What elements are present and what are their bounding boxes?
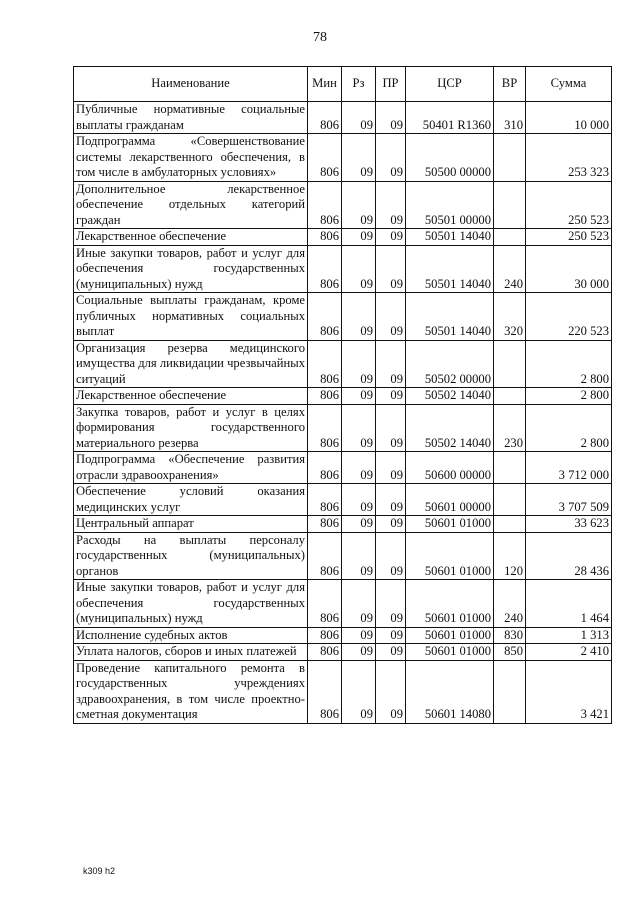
cell-csr: 50501 14040 [406,229,494,246]
cell-name: Уплата налогов, сборов и иных платежей [74,644,308,661]
cell-pr: 09 [376,245,406,293]
cell-name: Иные закупки товаров, работ и услуг для обеспечения государственных (муниципальных) нужд [74,580,308,628]
cell-vr: 240 [494,580,526,628]
table-header-row [74,67,612,102]
cell-vr: 120 [494,532,526,580]
table-row [74,532,612,580]
cell-rz: 09 [342,404,376,452]
cell-csr: 50501 00000 [406,181,494,229]
page-number: 78 [313,30,327,45]
cell-name: Обеспечение условий оказания медицинских услуг [74,484,308,516]
cell-rz: 09 [342,580,376,628]
cell-csr: 50601 01000 [406,644,494,661]
cell-csr: 50502 14040 [406,388,494,405]
cell-vr: 830 [494,627,526,644]
cell-name: Социальные выплаты гражданам, кроме публичных нормативных социальных выплат [74,293,308,341]
cell-sum: 250 523 [526,229,612,246]
cell-csr: 50601 00000 [406,484,494,516]
cell-rz: 09 [342,181,376,229]
cell-vr: 230 [494,404,526,452]
cell-vr [494,134,526,182]
cell-vr [494,484,526,516]
cell-pr: 09 [376,102,406,134]
cell-name: Исполнение судебных актов [74,627,308,644]
cell-vr [494,181,526,229]
cell-csr: 50601 01000 [406,516,494,533]
cell-pr: 09 [376,181,406,229]
cell-pr: 09 [376,229,406,246]
table-row [74,102,612,134]
cell-vr [494,388,526,405]
table-row [74,340,612,388]
cell-rz: 09 [342,627,376,644]
cell-pr: 09 [376,660,406,723]
cell-sum: 2 410 [526,644,612,661]
table-row [74,245,612,293]
cell-name: Иные закупки товаров, работ и услуг для обеспечения государственных (муниципальных) нужд [74,245,308,293]
cell-rz: 09 [342,340,376,388]
cell-csr: 50501 14040 [406,245,494,293]
cell-name: Центральный аппарат [74,516,308,533]
cell-vr: 320 [494,293,526,341]
col-header-rz: Рз [342,67,376,102]
cell-vr [494,516,526,533]
cell-csr: 50500 00000 [406,134,494,182]
cell-min: 806 [308,580,342,628]
cell-min: 806 [308,388,342,405]
cell-csr: 50601 01000 [406,532,494,580]
cell-min: 806 [308,404,342,452]
cell-sum: 253 323 [526,134,612,182]
table-row [74,660,612,723]
cell-rz: 09 [342,134,376,182]
cell-min: 806 [308,660,342,723]
cell-sum: 2 800 [526,404,612,452]
cell-csr: 50502 14040 [406,404,494,452]
cell-rz: 09 [342,388,376,405]
cell-pr: 09 [376,627,406,644]
table-row [74,404,612,452]
col-header-pr: ПР [376,67,406,102]
cell-sum: 33 623 [526,516,612,533]
cell-sum: 220 523 [526,293,612,341]
cell-pr: 09 [376,580,406,628]
table-row [74,134,612,182]
cell-name: Расходы на выплаты персоналу государственных (муниципальных) органов [74,532,308,580]
cell-rz: 09 [342,484,376,516]
cell-csr: 50601 01000 [406,627,494,644]
cell-pr: 09 [376,404,406,452]
cell-min: 806 [308,293,342,341]
cell-name: Закупка товаров, работ и услуг в целях формирования государственного материального резерва [74,404,308,452]
cell-min: 806 [308,134,342,182]
cell-name: Дополнительное лекарственное обеспечение отдельных категорий граждан [74,181,308,229]
col-header-csr: ЦСР [406,67,494,102]
cell-sum: 3 421 [526,660,612,723]
cell-pr: 09 [376,532,406,580]
cell-min: 806 [308,452,342,484]
cell-sum: 30 000 [526,245,612,293]
cell-sum: 10 000 [526,102,612,134]
budget-table [73,66,612,724]
cell-rz: 09 [342,644,376,661]
cell-pr: 09 [376,516,406,533]
cell-pr: 09 [376,484,406,516]
table-row [74,627,612,644]
cell-sum: 250 523 [526,181,612,229]
cell-csr: 50502 00000 [406,340,494,388]
cell-vr [494,229,526,246]
cell-sum: 28 436 [526,532,612,580]
cell-sum: 3 707 509 [526,484,612,516]
cell-vr [494,340,526,388]
cell-sum: 2 800 [526,388,612,405]
cell-min: 806 [308,340,342,388]
cell-sum: 2 800 [526,340,612,388]
table-row [74,181,612,229]
table-row [74,580,612,628]
cell-min: 806 [308,532,342,580]
table-row [74,452,612,484]
cell-sum: 1 464 [526,580,612,628]
col-header-sum: Сумма [526,67,612,102]
cell-sum: 1 313 [526,627,612,644]
cell-name: Лекарственное обеспечение [74,388,308,405]
cell-pr: 09 [376,134,406,182]
col-header-vr: ВР [494,67,526,102]
cell-vr: 850 [494,644,526,661]
table-row [74,388,612,405]
cell-min: 806 [308,102,342,134]
cell-min: 806 [308,516,342,533]
cell-csr: 50601 01000 [406,580,494,628]
cell-pr: 09 [376,293,406,341]
cell-name: Подпрограмма «Совершенствование системы лекарственного обеспечения, в том числе в амбулаторных условиях» [74,134,308,182]
cell-vr: 240 [494,245,526,293]
cell-vr [494,660,526,723]
cell-min: 806 [308,644,342,661]
cell-csr: 50601 14080 [406,660,494,723]
col-header-min: Мин [308,67,342,102]
cell-csr: 50401 R1360 [406,102,494,134]
document-code: k309 h2 [83,866,116,876]
cell-rz: 09 [342,102,376,134]
cell-name: Проведение капитального ремонта в государственных учреждениях здравоохранения, в том числе проектно-сметная документация [74,660,308,723]
cell-rz: 09 [342,532,376,580]
cell-min: 806 [308,229,342,246]
table-row [74,229,612,246]
cell-pr: 09 [376,388,406,405]
col-header-name: Наименование [74,67,308,102]
cell-rz: 09 [342,660,376,723]
cell-rz: 09 [342,293,376,341]
cell-min: 806 [308,627,342,644]
cell-min: 806 [308,245,342,293]
cell-name: Публичные нормативные социальные выплаты гражданам [74,102,308,134]
cell-sum: 3 712 000 [526,452,612,484]
cell-csr: 50600 00000 [406,452,494,484]
table-row [74,293,612,341]
cell-pr: 09 [376,452,406,484]
cell-rz: 09 [342,229,376,246]
cell-min: 806 [308,181,342,229]
cell-pr: 09 [376,340,406,388]
table-row [74,644,612,661]
cell-vr [494,452,526,484]
cell-rz: 09 [342,452,376,484]
cell-rz: 09 [342,245,376,293]
cell-min: 806 [308,484,342,516]
cell-name: Лекарственное обеспечение [74,229,308,246]
cell-pr: 09 [376,644,406,661]
cell-name: Подпрограмма «Обеспечение развития отрасли здравоохранения» [74,452,308,484]
cell-csr: 50501 14040 [406,293,494,341]
cell-vr: 310 [494,102,526,134]
cell-rz: 09 [342,516,376,533]
table-row [74,484,612,516]
cell-name: Организация резерва медицинского имущества для ликвидации чрезвычайных ситуаций [74,340,308,388]
table-row [74,516,612,533]
